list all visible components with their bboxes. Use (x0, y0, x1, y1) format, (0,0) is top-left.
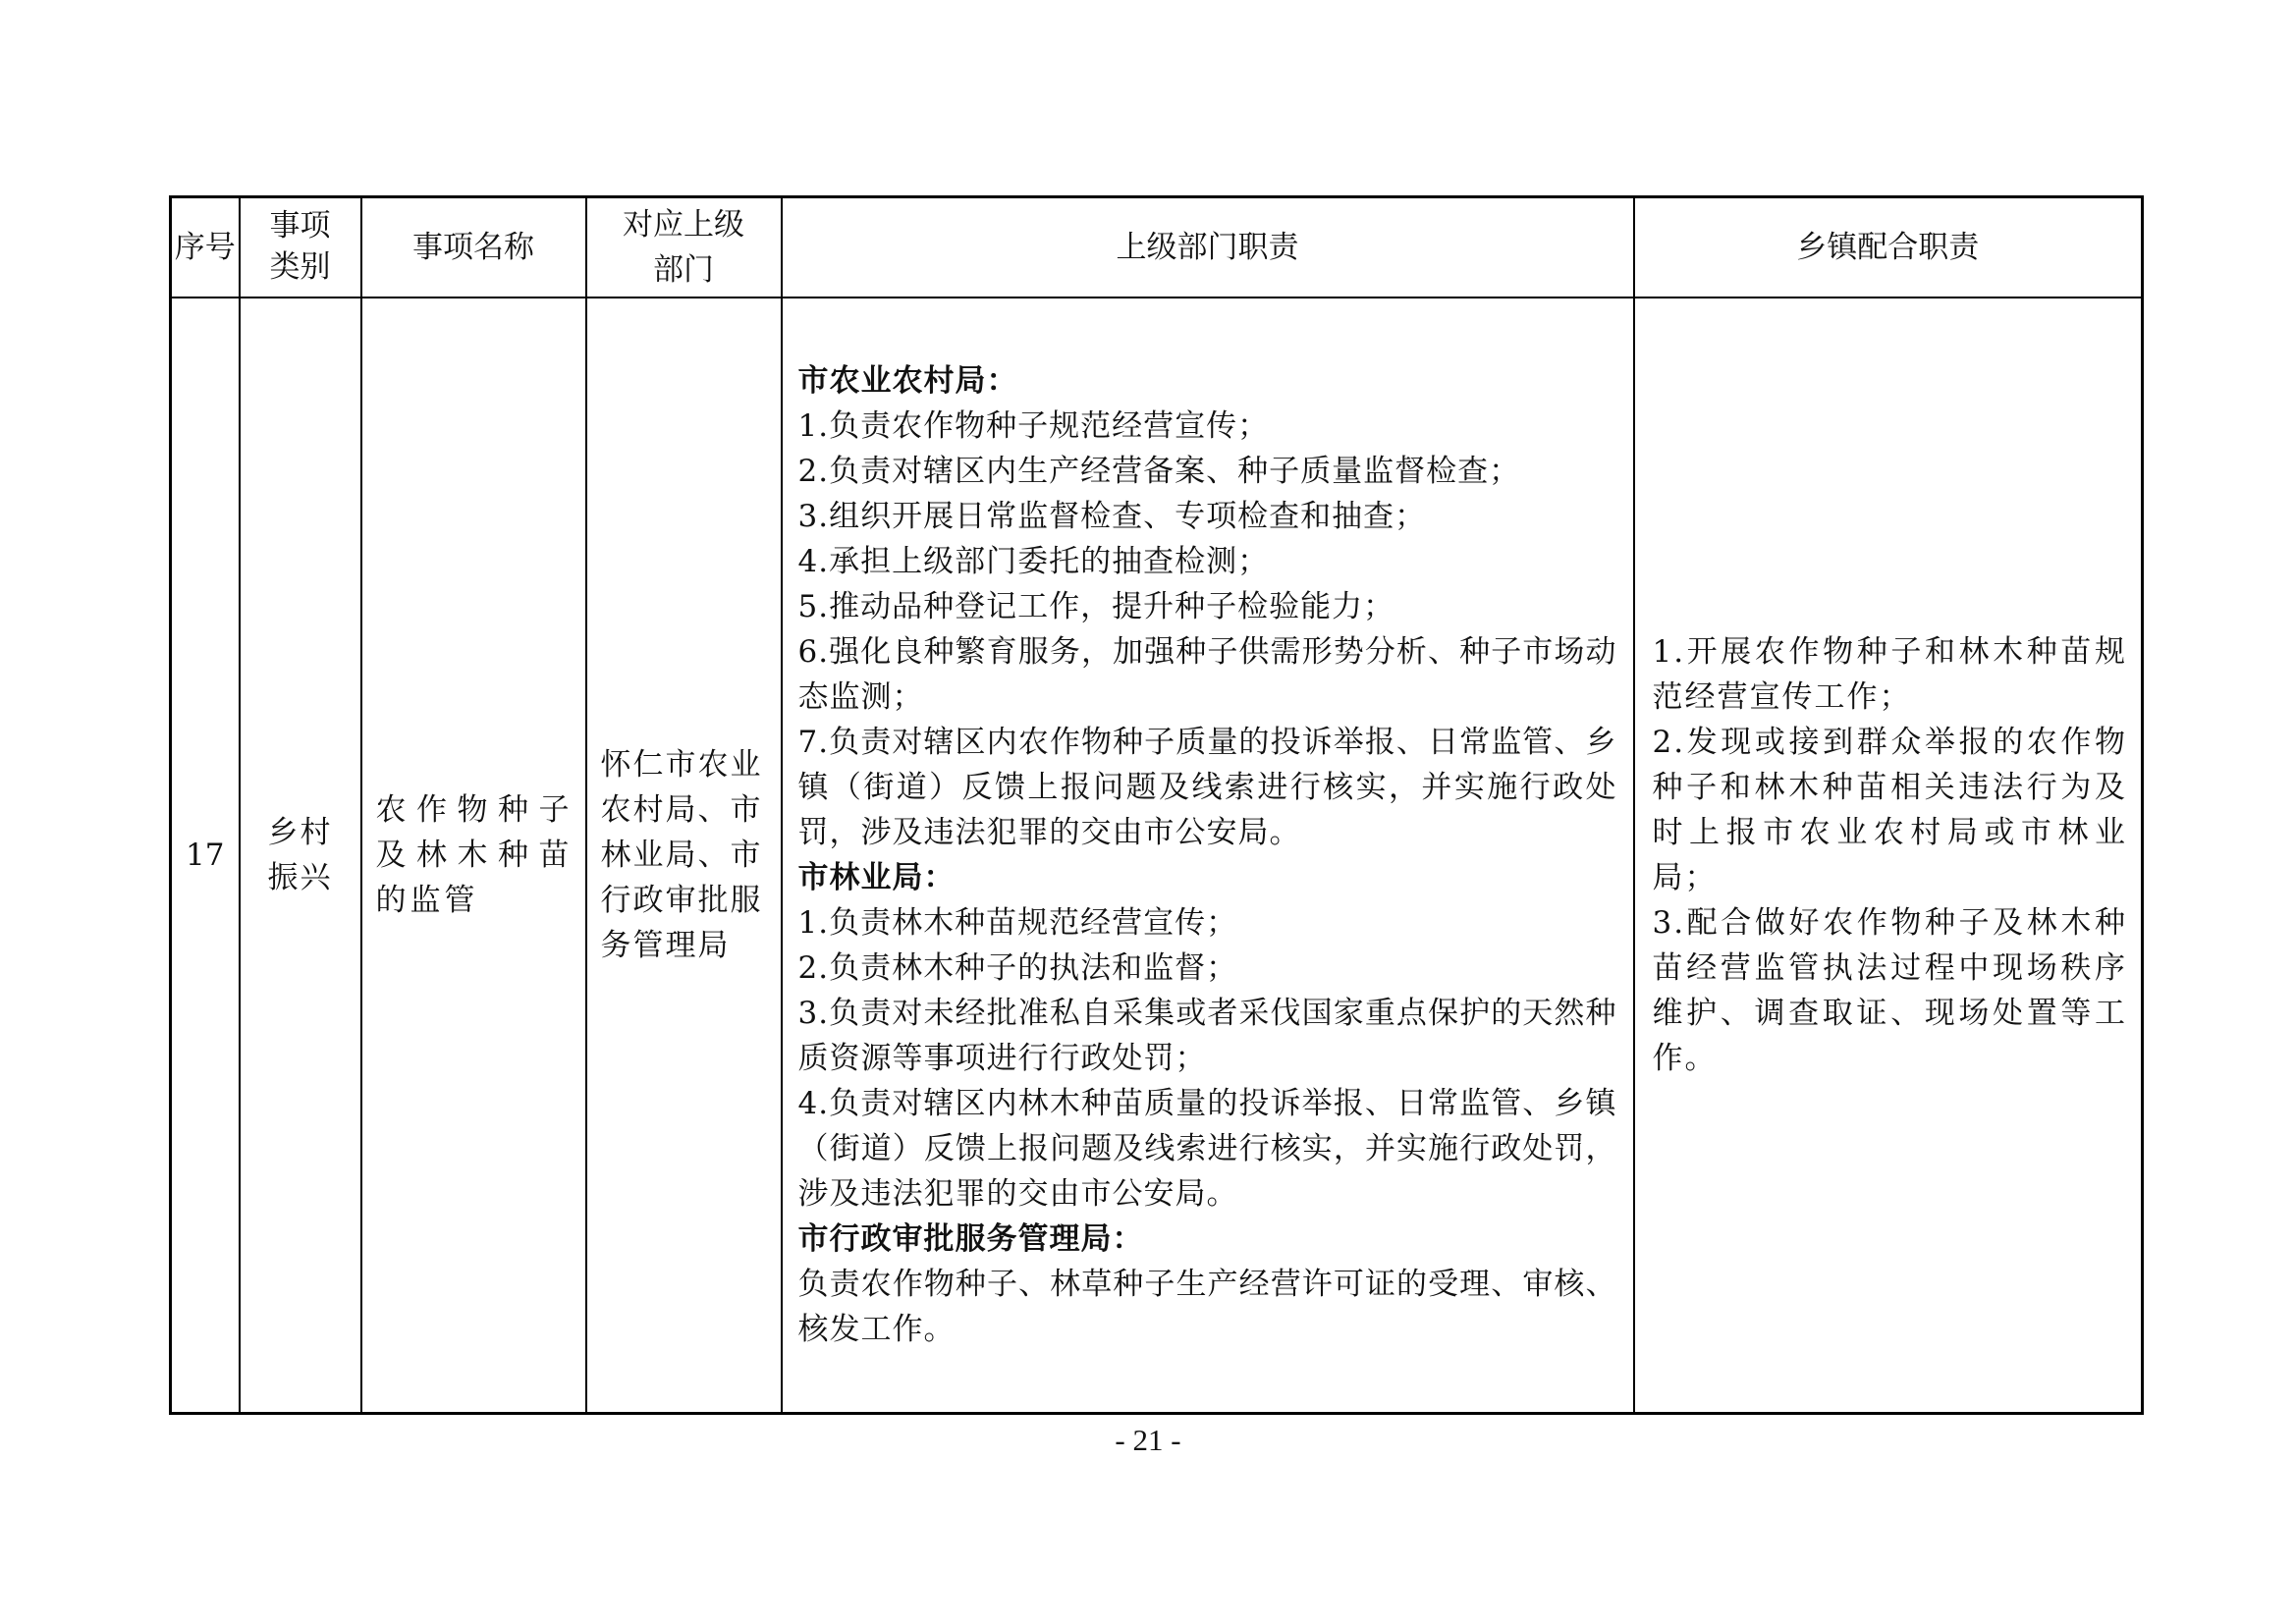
duty-item: 4.承担上级部门委托的抽查检测； (797, 544, 1270, 579)
duty-table (169, 195, 2144, 1415)
upper-duties-block (783, 352, 1633, 1358)
duty-item: 1.负责农作物种子规范经营宣传； (797, 408, 1270, 444)
header-item-name-label: 事项名称 (412, 230, 534, 265)
upper-dept-text: 怀仁市农业农村局、市林业局、市行政审批服务管理局 (600, 747, 763, 963)
duty-item: 7.负责对辖区内农作物种子质量的投诉举报、日常监管、乡镇（街道）反馈上报问题及线索进行核实，并实施行政处罚，涉及违法犯罪的交由市公安局。 (797, 725, 1617, 850)
duty-item: 2.负责对辖区内生产经营备案、种子质量监督检查； (797, 454, 1521, 489)
page-number: - 21 - (1115, 1423, 1181, 1457)
agency-heading: 市行政审批服务管理局： (797, 1221, 1144, 1257)
header-upper-duties (782, 197, 1634, 298)
duty-item: 3.负责对未经批准私自采集或者采伐国家重点保护的天然种质资源等事项进行行政处罚； (797, 996, 1617, 1076)
header-item-name (361, 197, 586, 298)
duty-item: 1.负责林木种苗规范经营宣传； (797, 905, 1238, 941)
cell-category (240, 298, 361, 1414)
header-upper-dept-label: 对应上级部门 (623, 207, 744, 288)
cell-item-name (361, 298, 586, 1414)
duty-item: 6.强化良种繁育服务，加强种子供需形势分析、种子市场动态监测； (797, 634, 1617, 715)
cell-township-duties (1634, 298, 2143, 1414)
duty-item: 4.负责对辖区内林木种苗质量的投诉举报、日常监管、乡镇（街道）反馈上报问题及线索进行核实，并实施行政处罚，涉及违法犯罪的交由市公安局。 (797, 1086, 1617, 1212)
category-text: 乡村振兴 (267, 815, 333, 895)
cell-seq (171, 298, 240, 1414)
duty-item: 5.推动品种登记工作，提升种子检验能力； (797, 589, 1395, 624)
township-duty-item: 3.配合做好农作物种子及林木种苗经营监管执法过程中现场秩序维护、调查取证、现场处置等工作。 (1652, 905, 2127, 1076)
header-category (240, 197, 361, 298)
cell-upper-duties (782, 298, 1634, 1414)
agency-heading: 市林业局： (797, 860, 956, 895)
cell-upper-dept (586, 298, 782, 1414)
township-duty-item: 1.开展农作物种子和林木种苗规范经营宣传工作； (1652, 634, 2127, 715)
duty-item: 3.组织开展日常监督检查、专项检查和抽查； (797, 499, 1427, 534)
agency-heading: 市农业农村局： (797, 363, 1018, 399)
township-duty-item: 2.发现或接到群众举报的农作物种子和林木种苗相关违法行为及时上报市农业农村局或市林业局； (1652, 725, 2127, 895)
header-seq (171, 197, 240, 298)
duty-item: 负责农作物种子、林草种子生产经营许可证的受理、审核、核发工作。 (797, 1267, 1617, 1347)
header-township-duties (1634, 197, 2143, 298)
item-name-text: 农作物种子及林木种苗的监管 (375, 792, 574, 918)
table-header-row (171, 197, 2143, 298)
township-duties-block (1635, 629, 2142, 1081)
header-township-duties-label: 乡镇配合职责 (1796, 230, 1980, 265)
header-upper-duties-label: 上级部门职责 (1116, 230, 1299, 265)
seq-text: 17 (186, 838, 225, 873)
header-seq-label: 序号 (174, 230, 236, 265)
header-upper-dept (586, 197, 782, 298)
table-row (171, 298, 2143, 1414)
duty-item: 2.负责林木种子的执法和监督； (797, 950, 1238, 986)
header-category-label: 事项类别 (269, 208, 331, 285)
